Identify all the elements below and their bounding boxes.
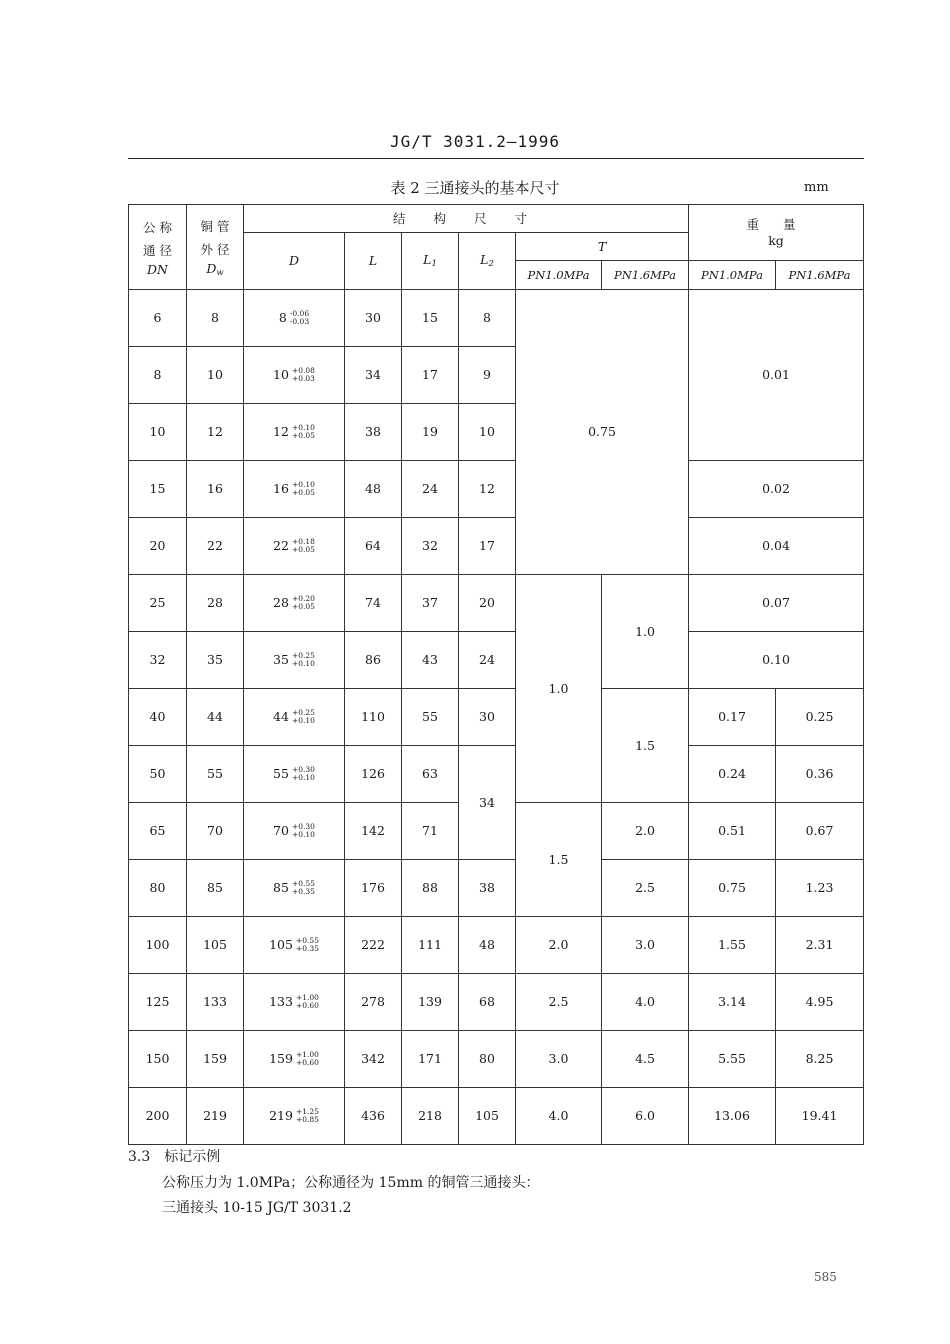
cell-d-tol-low: +0.10 (291, 659, 315, 669)
cell-l: 142 (345, 803, 402, 860)
cell-t-pn16-merged: 1.0 (602, 575, 689, 689)
cell-d (244, 974, 345, 1031)
cell-weight-merged: 0.10 (689, 632, 864, 689)
cell-l1: 24 (402, 461, 459, 518)
example-marking: 三通接头 10-15 JG/T 3031.2 (162, 1200, 352, 1216)
cell-d-value: 85 (273, 879, 289, 895)
cell-l1: 218 (402, 1088, 459, 1145)
cell-d (244, 1088, 345, 1145)
cell-d-tol-up: +0.25 (291, 708, 315, 718)
cell-d-tol-low: +0.05 (291, 602, 315, 612)
cell-d (244, 803, 345, 860)
cell-d-tol-up: +0.25 (291, 651, 315, 661)
cell-dw: 35 (187, 632, 244, 689)
header-weight-unit: kg (768, 232, 784, 248)
cell-l1: 71 (402, 803, 459, 860)
cell-dw: 105 (187, 917, 244, 974)
header-l2 (459, 233, 516, 290)
cell-d-tol-low: +0.10 (291, 716, 315, 726)
section-heading (128, 1146, 220, 1166)
cell-d (244, 347, 345, 404)
header-l1 (402, 233, 459, 290)
standard-code: JG/T 3031.2—1996 (389, 132, 561, 151)
cell-w-pn10: 13.06 (689, 1088, 776, 1145)
cell-t-pn16: 6.0 (602, 1088, 689, 1145)
cell-dw: 8 (187, 290, 244, 347)
cell-l2: 12 (459, 461, 516, 518)
page-number: 585 (814, 1270, 837, 1284)
cell-d (244, 1031, 345, 1088)
cell-d (244, 518, 345, 575)
cell-l1: 139 (402, 974, 459, 1031)
cell-d-value: 219 (269, 1107, 293, 1123)
cell-weight-merged: 0.04 (689, 518, 864, 575)
cell-w-pn16: 2.31 (776, 917, 864, 974)
cell-w-pn16: 4.95 (776, 974, 864, 1031)
cell-t-pn16: 4.5 (602, 1031, 689, 1088)
dimension-table (128, 204, 864, 1145)
table-title: 表 2 三通接头的基本尺寸 (390, 179, 560, 197)
cell-dw: 28 (187, 575, 244, 632)
cell-d-value: 12 (273, 423, 289, 439)
header-dn (129, 205, 187, 290)
cell-d-value: 35 (273, 651, 289, 667)
cell-dn: 50 (129, 746, 187, 803)
cell-d (244, 290, 345, 347)
cell-dn: 150 (129, 1031, 187, 1088)
cell-l: 30 (345, 290, 402, 347)
cell-d-tol-low: +0.60 (295, 1058, 319, 1068)
cell-d-tol-up: +0.10 (291, 423, 315, 433)
cell-t-pn16: 3.0 (602, 917, 689, 974)
cell-dw: 70 (187, 803, 244, 860)
cell-dw: 55 (187, 746, 244, 803)
cell-d (244, 746, 345, 803)
cell-l: 74 (345, 575, 402, 632)
cell-d-tol-low: -0.03 (289, 317, 310, 327)
cell-d-value: 159 (269, 1050, 293, 1066)
cell-l2: 20 (459, 575, 516, 632)
cell-d-tol-up: +0.08 (291, 366, 315, 376)
cell-d-value: 22 (273, 537, 289, 553)
cell-l: 278 (345, 974, 402, 1031)
cell-l: 38 (345, 404, 402, 461)
cell-dn: 32 (129, 632, 187, 689)
cell-d-tol-low: +0.85 (295, 1115, 319, 1125)
table-row (129, 689, 864, 746)
cell-l: 126 (345, 746, 402, 803)
cell-dn: 15 (129, 461, 187, 518)
cell-dn: 10 (129, 404, 187, 461)
section-title: 标记示例 (164, 1149, 221, 1165)
cell-l1: 43 (402, 632, 459, 689)
example-description: 公称压力为 1.0MPa；公称通径为 15mm 的铜管三通接头： (162, 1175, 540, 1191)
cell-d-tol-up: +0.30 (291, 822, 315, 832)
cell-w-pn16: 0.36 (776, 746, 864, 803)
cell-l: 436 (345, 1088, 402, 1145)
cell-l2: 105 (459, 1088, 516, 1145)
cell-w-pn10: 3.14 (689, 974, 776, 1031)
cell-l1: 37 (402, 575, 459, 632)
cell-d-tol-up: +0.10 (291, 480, 315, 490)
cell-d-value: 133 (269, 993, 293, 1009)
cell-t-merged: 0.75 (516, 290, 689, 575)
cell-w-pn10: 1.55 (689, 917, 776, 974)
cell-dn: 6 (129, 290, 187, 347)
header-dw-symbol: D (206, 261, 217, 277)
table-row (129, 974, 864, 1031)
cell-d-value: 8 (278, 309, 287, 325)
cell-t-pn10: 2.5 (516, 974, 602, 1031)
cell-w-pn10: 5.55 (689, 1031, 776, 1088)
cell-l1: 111 (402, 917, 459, 974)
cell-l1: 17 (402, 347, 459, 404)
table-row (129, 746, 864, 803)
cell-d-tol-low: +0.10 (291, 830, 315, 840)
cell-d-value: 105 (269, 936, 293, 952)
cell-d (244, 404, 345, 461)
cell-w-pn16: 0.25 (776, 689, 864, 746)
cell-d-tol-up: +1.00 (295, 1050, 319, 1060)
cell-dw: 10 (187, 347, 244, 404)
cell-dw: 219 (187, 1088, 244, 1145)
cell-dn: 25 (129, 575, 187, 632)
cell-dn: 125 (129, 974, 187, 1031)
cell-l1: 32 (402, 518, 459, 575)
cell-l1: 15 (402, 290, 459, 347)
table-row (129, 917, 864, 974)
table-row (129, 518, 864, 575)
header-weight (689, 205, 864, 261)
cell-d-tol-low: +0.05 (291, 488, 315, 498)
cell-d-tol-low: +0.35 (291, 887, 315, 897)
table-row (129, 632, 864, 689)
header-l2-sub: 2 (488, 259, 494, 270)
cell-dn: 200 (129, 1088, 187, 1145)
header-weight-label: 重 量 (746, 216, 806, 232)
header-dn-label: 公 称 通 径 (143, 220, 172, 259)
header-struct: 结 构 尺 寸 (244, 205, 689, 233)
cell-t-pn10-merged: 1.0 (516, 575, 602, 803)
cell-d-value: 28 (273, 594, 289, 610)
header-d: D (244, 233, 345, 290)
cell-dw: 12 (187, 404, 244, 461)
header-rule (128, 158, 864, 159)
cell-w-pn16: 8.25 (776, 1031, 864, 1088)
cell-d-tol-up: +0.55 (295, 936, 319, 946)
cell-t-pn10: 4.0 (516, 1088, 602, 1145)
header-l1-sub: 1 (431, 259, 437, 270)
header-l: L (345, 233, 402, 290)
cell-d-tol-low: +0.05 (291, 431, 315, 441)
cell-l: 342 (345, 1031, 402, 1088)
cell-w-pn10: 0.75 (689, 860, 776, 917)
cell-d-tol-up: -0.06 (289, 309, 310, 319)
cell-w-pn10: 0.17 (689, 689, 776, 746)
cell-d-tol-up: +0.55 (291, 879, 315, 889)
cell-w-pn16: 19.41 (776, 1088, 864, 1145)
header-dw (187, 205, 244, 290)
cell-l2: 10 (459, 404, 516, 461)
cell-l2-merged: 34 (459, 746, 516, 860)
cell-d-tol-low: +0.10 (291, 773, 315, 783)
cell-l1: 88 (402, 860, 459, 917)
cell-d-value: 55 (273, 765, 289, 781)
table-row (129, 1031, 864, 1088)
cell-d-tol-low: +0.35 (295, 944, 319, 954)
cell-l2: 68 (459, 974, 516, 1031)
cell-l: 48 (345, 461, 402, 518)
cell-l: 222 (345, 917, 402, 974)
cell-l: 86 (345, 632, 402, 689)
header-t-pn10: PN1.0MPa (516, 261, 602, 290)
cell-d-tol-up: +0.30 (291, 765, 315, 775)
header-l1-symbol: L (423, 252, 432, 268)
cell-weight-merged: 0.02 (689, 461, 864, 518)
cell-d-tol-up: +0.20 (291, 594, 315, 604)
cell-dn: 20 (129, 518, 187, 575)
header-dw-sub: w (216, 268, 224, 279)
cell-weight-merged: 0.01 (689, 290, 864, 461)
cell-w-pn16: 1.23 (776, 860, 864, 917)
cell-d-tol-up: +1.00 (295, 993, 319, 1003)
header-w-pn10: PN1.0MPa (689, 261, 776, 290)
cell-l2: 30 (459, 689, 516, 746)
cell-dw: 85 (187, 860, 244, 917)
cell-l: 64 (345, 518, 402, 575)
cell-dn: 80 (129, 860, 187, 917)
cell-w-pn16: 0.67 (776, 803, 864, 860)
section-number: 3.3 (128, 1149, 151, 1165)
cell-d (244, 689, 345, 746)
cell-d-value: 44 (273, 708, 289, 724)
cell-l2: 17 (459, 518, 516, 575)
cell-dw: 133 (187, 974, 244, 1031)
cell-d-value: 10 (273, 366, 289, 382)
cell-t-pn16: 2.0 (602, 803, 689, 860)
cell-d (244, 575, 345, 632)
cell-d-value: 16 (273, 480, 289, 496)
cell-dn: 8 (129, 347, 187, 404)
cell-dw: 44 (187, 689, 244, 746)
cell-l2: 24 (459, 632, 516, 689)
cell-d (244, 860, 345, 917)
table-unit: mm (804, 180, 829, 195)
cell-l2: 80 (459, 1031, 516, 1088)
header-t-pn16: PN1.6MPa (602, 261, 689, 290)
cell-t-pn16-merged: 1.5 (602, 689, 689, 803)
cell-l1: 63 (402, 746, 459, 803)
cell-l1: 19 (402, 404, 459, 461)
cell-l: 110 (345, 689, 402, 746)
cell-l: 34 (345, 347, 402, 404)
cell-d-tol-up: +1.25 (295, 1107, 319, 1117)
table-row (129, 461, 864, 518)
cell-w-pn10: 0.51 (689, 803, 776, 860)
cell-dw: 159 (187, 1031, 244, 1088)
cell-dn: 40 (129, 689, 187, 746)
table-row (129, 1088, 864, 1145)
cell-dn: 100 (129, 917, 187, 974)
header-w-pn16: PN1.6MPa (776, 261, 864, 290)
table-row (129, 860, 864, 917)
cell-t-pn16: 2.5 (602, 860, 689, 917)
cell-d-tol-low: +0.05 (291, 545, 315, 555)
cell-d-tol-up: +0.18 (291, 537, 315, 547)
table-row (129, 290, 864, 347)
cell-d-value: 70 (273, 822, 289, 838)
cell-l1: 55 (402, 689, 459, 746)
cell-l2: 8 (459, 290, 516, 347)
header-t: T (516, 233, 689, 261)
cell-d (244, 917, 345, 974)
cell-l1: 171 (402, 1031, 459, 1088)
cell-t-pn10: 3.0 (516, 1031, 602, 1088)
header-dn-symbol: DN (147, 262, 168, 278)
cell-t-pn10-merged: 1.5 (516, 803, 602, 917)
header-dw-label: 铜 管 外 径 (200, 219, 230, 258)
cell-l2: 48 (459, 917, 516, 974)
cell-dw: 22 (187, 518, 244, 575)
cell-d (244, 632, 345, 689)
cell-l2: 9 (459, 347, 516, 404)
cell-dw: 16 (187, 461, 244, 518)
cell-t-pn10: 2.0 (516, 917, 602, 974)
cell-d-tol-low: +0.60 (295, 1001, 319, 1011)
cell-weight-merged: 0.07 (689, 575, 864, 632)
cell-d (244, 461, 345, 518)
cell-w-pn10: 0.24 (689, 746, 776, 803)
header-l2-symbol: L (480, 252, 489, 268)
cell-dn: 65 (129, 803, 187, 860)
cell-t-pn16: 4.0 (602, 974, 689, 1031)
cell-l2: 38 (459, 860, 516, 917)
table-row (129, 575, 864, 632)
cell-d-tol-low: +0.03 (291, 374, 315, 384)
cell-l: 176 (345, 860, 402, 917)
